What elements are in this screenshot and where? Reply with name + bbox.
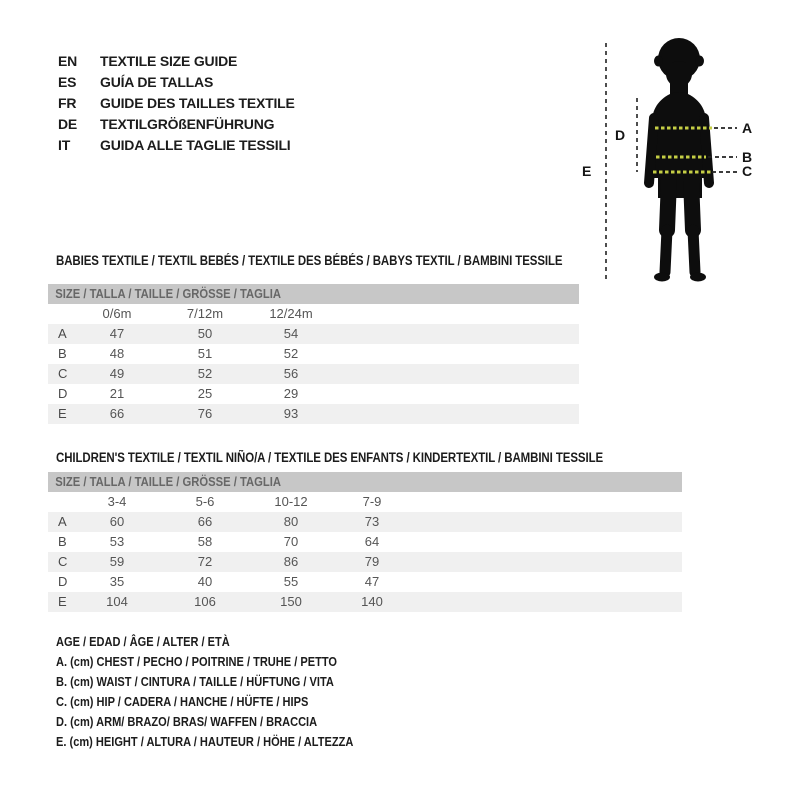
silhouette-shape [649, 38, 709, 282]
list-item [58, 135, 295, 156]
cell-value: 76 [197, 406, 213, 421]
table-row [48, 364, 579, 384]
list-item [58, 72, 295, 93]
language-code: IT [58, 137, 71, 153]
cell-value: 104 [106, 594, 128, 609]
legend-line-height: E. (cm) HEIGHT / ALTURA / HAUTEUR / HÖHE / ALTEZZA [56, 734, 354, 749]
legend-line-arm: D. (cm) ARM/ BRAZO/ BRAS/ WAFFEN / BRACCIA [56, 714, 318, 729]
row-size-label: D [58, 574, 68, 589]
children-section-title: CHILDREN'S TEXTILE / TEXTIL NIÑO/A / TEXTILE DES ENFANTS / KINDERTEXTIL / BAMBINI TESSILE [56, 450, 604, 465]
measure-label-a: A [742, 120, 753, 136]
language-code: ES [58, 74, 77, 90]
cell-value: 93 [283, 406, 299, 421]
cell-value: 25 [197, 386, 213, 401]
cell-value: 35 [109, 574, 125, 589]
table-row [48, 384, 579, 404]
cell-value: 66 [197, 514, 213, 529]
list-item [58, 114, 295, 135]
cell-value: 79 [364, 554, 380, 569]
cell-value: 47 [364, 574, 380, 589]
cell-value: 52 [283, 346, 299, 361]
children-size-table [48, 472, 682, 612]
cell-value: 47 [109, 326, 125, 341]
language-title: TEXTILE SIZE GUIDE [100, 53, 238, 69]
column-header-row [48, 492, 682, 512]
table-row [48, 552, 682, 572]
legend-line-chest: A. (cm) CHEST / PECHO / POITRINE / TRUHE / PETTO [56, 654, 337, 669]
table-row [48, 324, 579, 344]
list-item [58, 51, 295, 72]
cell-value: 80 [283, 514, 299, 529]
table-header-bar: SIZE / TALLA / TAILLE / GRÖSSE / TAGLIA [48, 284, 579, 304]
row-size-label: A [58, 514, 67, 529]
measure-label-d: D [615, 127, 626, 143]
cell-value: 50 [197, 326, 213, 341]
table-header-bar: SIZE / TALLA / TAILLE / GRÖSSE / TAGLIA [48, 472, 682, 492]
row-size-label: A [58, 326, 67, 341]
cell-value: 40 [197, 574, 213, 589]
table-row [48, 572, 682, 592]
column-header: 10-12 [274, 494, 308, 509]
cell-value: 72 [197, 554, 213, 569]
language-code: DE [58, 116, 78, 132]
column-header: 7/12m [186, 306, 224, 321]
cell-value: 55 [283, 574, 299, 589]
language-title: GUIDA ALLE TAGLIE TESSILI [100, 137, 291, 153]
row-size-label: B [58, 534, 67, 549]
cell-value: 29 [283, 386, 299, 401]
cell-value: 49 [109, 366, 125, 381]
language-code: EN [58, 53, 78, 69]
child-silhouette-figure [590, 38, 740, 288]
table-row [48, 592, 682, 612]
table-row [48, 532, 682, 552]
cell-value: 106 [194, 594, 216, 609]
cell-value: 70 [283, 534, 299, 549]
table-row [48, 404, 579, 424]
cell-value: 150 [280, 594, 302, 609]
cell-value: 86 [283, 554, 299, 569]
language-title: GUÍA DE TALLAS [100, 74, 214, 90]
list-item [58, 93, 295, 114]
table-row [48, 344, 579, 364]
row-size-label: E [58, 594, 67, 609]
table-row [48, 512, 682, 532]
legend-line-age: AGE / EDAD / ÂGE / ALTER / ETÀ [56, 634, 230, 649]
cell-value: 64 [364, 534, 380, 549]
cell-value: 60 [109, 514, 125, 529]
cell-value: 53 [109, 534, 125, 549]
language-code: FR [58, 95, 77, 111]
language-title: GUIDE DES TAILLES TEXTILE [100, 95, 295, 111]
cell-value: 48 [109, 346, 125, 361]
cell-value: 140 [361, 594, 383, 609]
measurement-legend [56, 632, 406, 752]
cell-value: 66 [109, 406, 125, 421]
row-size-label: B [58, 346, 67, 361]
cell-value: 73 [364, 514, 380, 529]
row-size-label: D [58, 386, 68, 401]
babies-size-table [48, 284, 579, 424]
legend-line-hip: C. (cm) HIP / CADERA / HANCHE / HÜFTE / HIPS [56, 694, 309, 709]
column-header: 3-4 [107, 494, 127, 509]
measure-label-c: C [742, 163, 753, 179]
language-list [58, 51, 295, 156]
column-header: 0/6m [102, 306, 132, 321]
babies-section-title: BABIES TEXTILE / TEXTIL BEBÉS / TEXTILE DES BÉBÉS / BABYS TEXTIL / BAMBINI TESSILE [56, 253, 563, 268]
language-title: TEXTILGRÖßENFÜHRUNG [100, 116, 275, 132]
cell-value: 58 [197, 534, 213, 549]
column-header-row [48, 304, 579, 324]
cell-value: 51 [197, 346, 213, 361]
column-header: 7-9 [362, 494, 382, 509]
measure-label-e: E [582, 163, 592, 179]
measure-label-b: B [742, 149, 753, 165]
legend-line-waist: B. (cm) WAIST / CINTURA / TAILLE / HÜFTUNG / VITA [56, 674, 334, 689]
row-size-label: C [58, 366, 68, 381]
cell-value: 54 [283, 326, 299, 341]
cell-value: 52 [197, 366, 213, 381]
row-size-label: C [58, 554, 68, 569]
column-header: 12/24m [269, 306, 313, 321]
cell-value: 21 [109, 386, 125, 401]
column-header: 5-6 [195, 494, 215, 509]
cell-value: 59 [109, 554, 125, 569]
row-size-label: E [58, 406, 67, 421]
cell-value: 56 [283, 366, 299, 381]
